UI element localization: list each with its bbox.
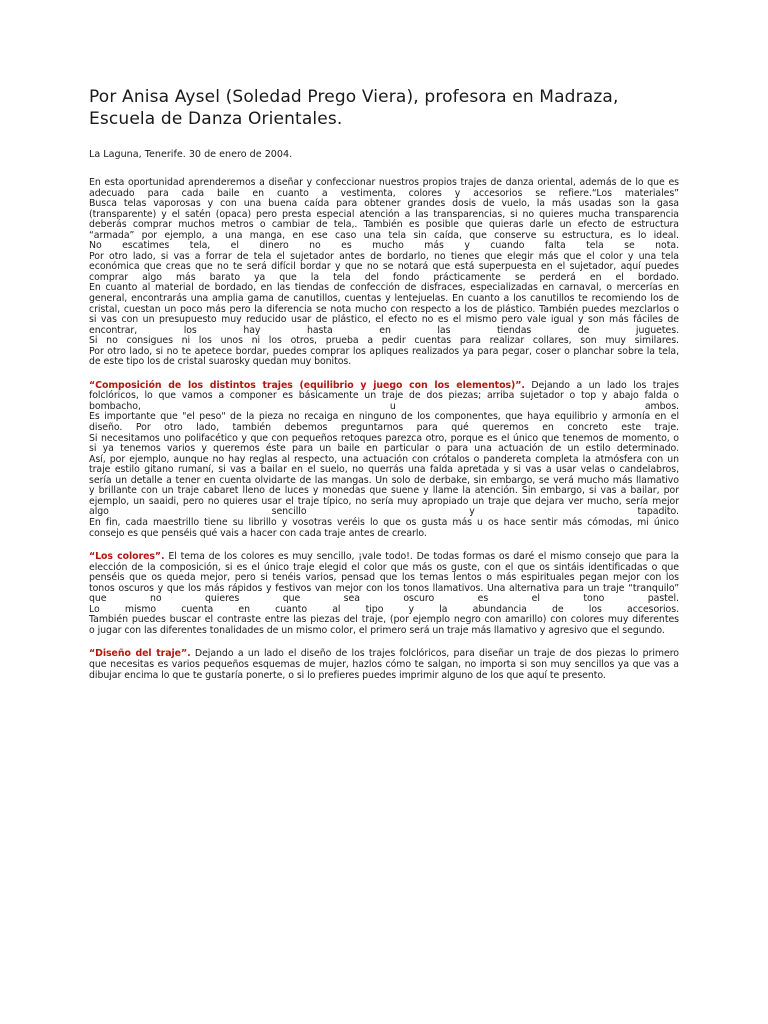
text-line [89,552,679,563]
text-line: elección de la composición, si es el único traje elegid el color que más os guste, con el que os sintáis identificadas o que [89,561,679,573]
section-heading: “Los colores”. [89,551,165,563]
text-line: si vas con un presupuesto muy reducido usar de plástico, el efecto no es el mismo pero vale igual y son más fáciles de [89,314,679,326]
text-line: Si necesitamos uno polifacético y que con pequeños retoques parezca otro, porque es el único que tenemos de momento, o [89,432,679,444]
text-run: Dejando a un lado los trajes [524,379,679,391]
document-title: Por Anisa Aysel (Soledad Prego Viera), profesora en Madraza, Escuela de Danza Orientales. [89,87,619,129]
text-line: deberás comprar muchos metros o cambiar de tela,. También es posible que quieras darle un efecto de estructura [89,219,679,231]
dateline: La Laguna, Tenerife. 30 de enero de 2004. [89,149,293,160]
text-line: que no quieres que sea oscuro es el tono pastel. [89,593,679,605]
document-page [89,86,679,694]
text-line: Así, por ejemplo, aunque no hay reglas al respecto, una actuación con crótalos o pandereta completa la atmósfera con un [89,453,679,465]
text-line: tonos oscuros y que los más rápidos y festivos van mejor con los tonos llamativos. Una alternativa para un traje “tranquilo” [89,582,679,594]
text-line: comprar algo más barato ya que la tela del fondo prácticamente se perderá en el bordado. [89,271,679,283]
section-heading: “Diseño del traje”. [89,648,191,660]
text-line: Si no consigues ni los unos ni los otros, prueba a pedir cuentas para realizar collares, son muy similares. [89,335,679,347]
text-line: No escatimes tela, el dinero no es mucho más y cuando falta tela se nota. [89,240,679,252]
text-line: Por otro lado, si vas a forrar de tela el sujetador antes de bordarlo, no tienes que elegir más que el color y una tela [89,250,679,262]
text-line: Es importante que "el peso" de la pieza no recaiga en ninguno de los componentes, que haya equilibrio y armonía en el [89,411,679,423]
text-line: “armada” por ejemplo, a una manga, en ese caso una tela sin caída, que conserve su estructura, es lo ideal. [89,229,679,241]
paragraph-0 [89,178,679,368]
text-line: traje estilo gitano rumaní, si vas a bailar en el suelo, no querrás una falda apretada y si vas a usar velas o candelabros, [89,464,679,476]
text-line: Lo mismo cuenta en cuanto al tipo y la abundancia de los accesorios. [89,603,679,615]
text-line: sería un detalle a tener en cuenta olvidarte de las mangas. Un solo de derbake, sin embargo, se verá mucho más llamativo [89,474,679,486]
text-run: El tema de los colores es muy sencillo, ¡vale todo!. De todas formas os daré el mismo consejo que para la [164,551,679,563]
text-line: En esta oportunidad aprenderemos a diseñar y confeccionar nuestros propios trajes de danza oriental, además de lo que es [89,177,679,188]
text-line: Busca telas vaporosas y con una buena caída para obtener grandes dosis de vuelo, la más usadas son la gasa [89,198,679,210]
text-line: encontrar, los hay hasta en las tiendas de juguetes. [89,324,679,336]
text-line: ejemplo, un saaidi, pero no quieres usar el traje típico, no sería muy apropiado un traje que dejara ver mucho, sería mejor [89,495,679,507]
text-line: consejo es que penséis qué vais a hacer con cada traje antes de crearlo. [89,527,427,539]
text-line: de este tipo los de cristal suarosky quedan muy bonitos. [89,356,352,368]
text-line: También puedes buscar el contraste entre las piezas del traje, (por ejemplo negro con amarillo) con colores muy diferentes [89,614,679,626]
text-line: general, encontrarás una amplia gama de canutillos, cuentas y lentejuelas. En cuanto a los canutillos te recomiendo los de [89,293,679,305]
section-heading: “Composición de los distintos trajes (equilibrio y juego con los elementos)”. [89,379,525,391]
text-line: y brillante con un traje cabaret lleno de luces y monedas que suene y llame la atención. Sin embargo, si vas a bailar, por [89,485,679,497]
text-line: folclóricos, lo que vamos a componer es básicamente un traje de dos piezas; arriba sujetador o top y abajo falda o [89,390,679,402]
text-line: penséis que os queda mejor, pero si tenéis varios, pensad que los temas lentos o más espirituales pegan mejor con los [89,572,679,584]
text-line: En cuanto al material de bordado, en las tiendas de confección de disfraces, especializadas en carnaval, o mercerías en [89,282,679,294]
text-line: diseño. Por otro lado, también debemos preguntarnos para qué queremos en concreto este traje. [89,422,679,434]
text-line: En fin, cada maestrillo tiene su librillo y vosotras veréis lo que os gusta más u os hace sentir más cómodas, mi único [89,516,679,528]
text-line: algo sencillo y tapadito. [89,506,679,518]
text-run: Dejando a un lado el diseño de los trajes folclóricos, para diseñar un traje de dos piezas lo primero [190,648,679,660]
text-line: cristal, cuestan un poco más pero la diferencia se nota mucho con respecto a los de plástico. También puedes mezclarlos o [89,303,679,315]
text-line: o jugar con las diferentes tonalidades de un mismo color, el primero será un traje más llamativo y agresivo que el segundo. [89,624,665,636]
paragraph-1 [89,381,679,539]
text-line: (transparente) y el satén (opaca) pero presta especial atención a las transparencias, si no quieres mucha transparencia [89,208,679,220]
text-line: si ya tenemos varios y queremos éste para un baile en particular o para una actuación de un estilo determinado. [89,443,679,455]
text-line: Por otro lado, si no te apetece bordar, puedes comprar los apliques realizados ya para pegar, coser o planchar sobre la tela, [89,345,679,357]
text-line: que necesitas es varios pequeños esquemas de mujer, hazlos cómo te salgan, no importa si son muy sencillos ya que vas a [89,658,679,670]
text-line: bombacho, u ambos. [89,400,679,412]
paragraph-3 [89,649,679,681]
paragraph-2 [89,552,679,636]
text-line: económica que creas que no te será difícil bordar y que no se notará que está superpuesta en el sujetador, aquí puedes [89,261,679,273]
document-body [89,178,679,681]
text-line: adecuado para cada baile en cuanto a vestimenta, colores y accesorios se refiere.“Los materiales” [89,187,679,199]
text-line: dibujar encima lo que te gustaría ponerte, o si lo prefieres puedes imprimir alguno de los que aquí te presento. [89,669,606,681]
